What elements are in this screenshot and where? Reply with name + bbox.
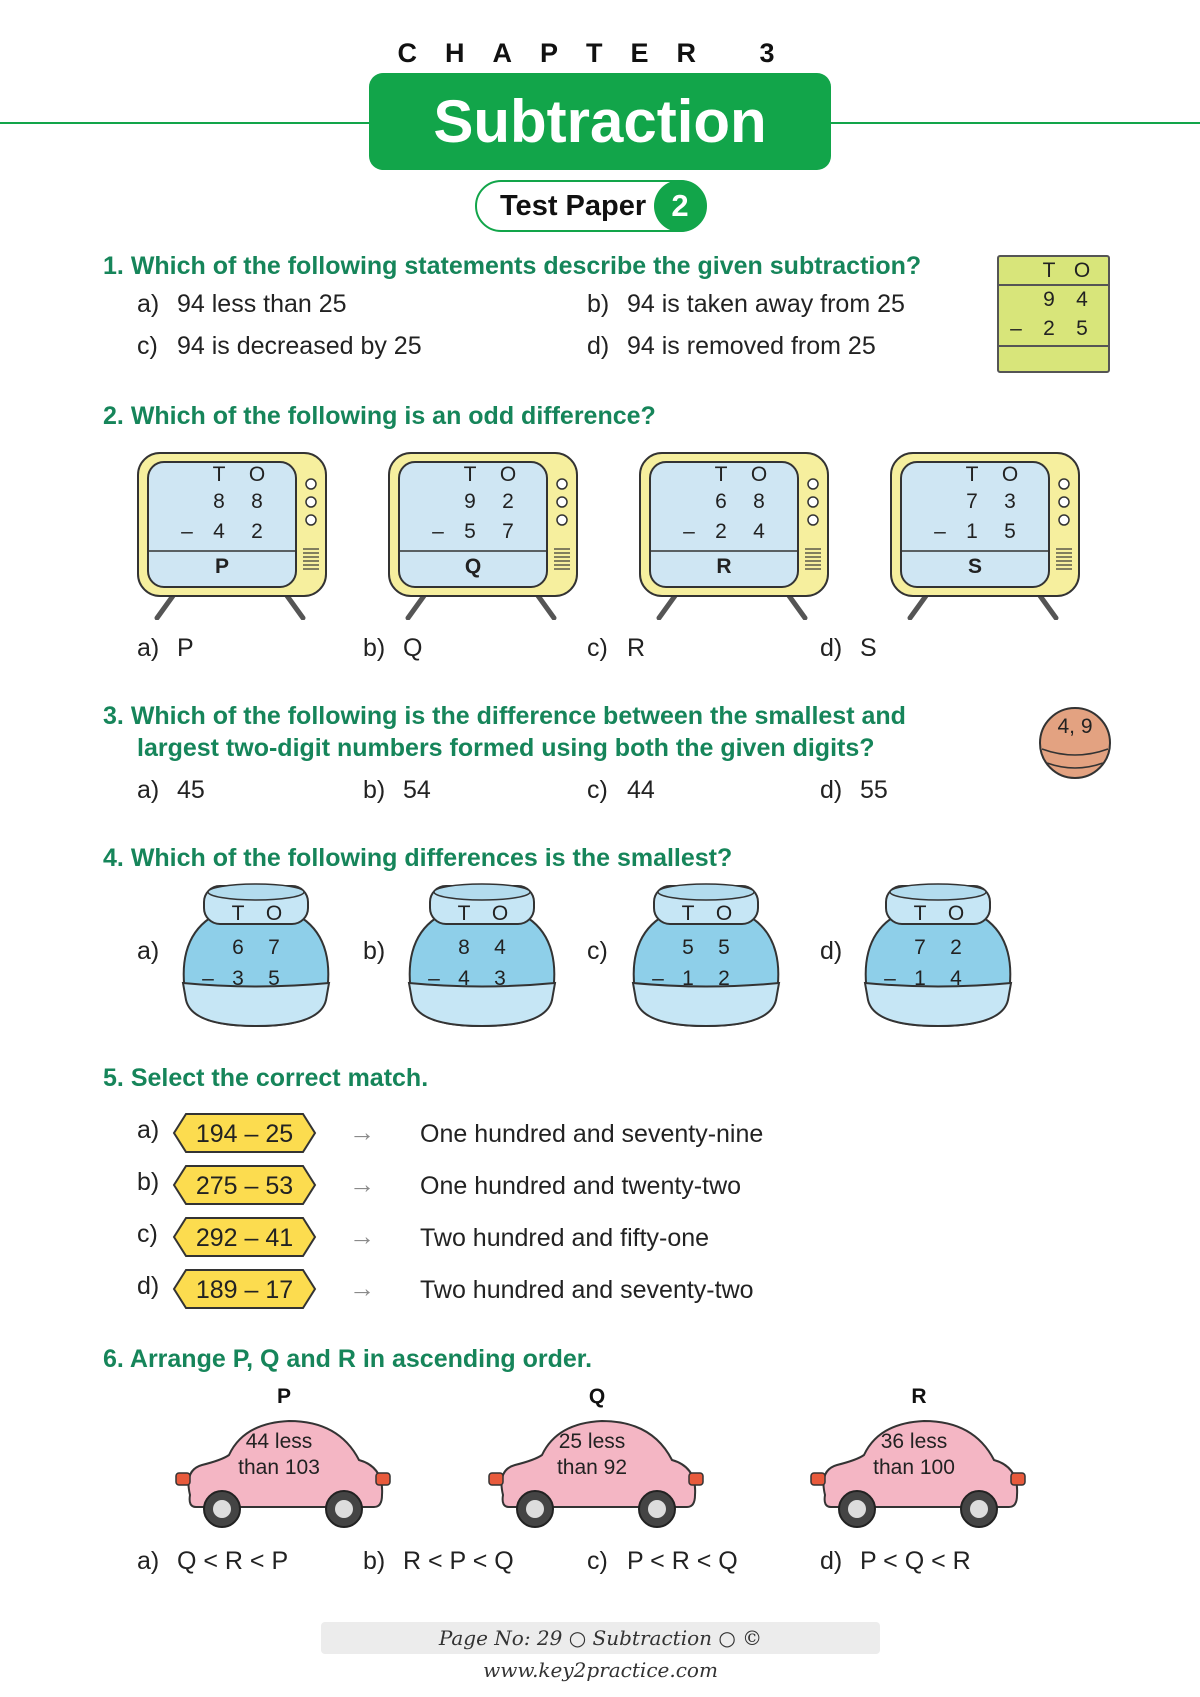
minus-sign: – [683, 520, 695, 543]
option-letter: c) [587, 776, 608, 804]
question-text: Which of the following statements describe the given subtraction? [130, 252, 922, 280]
digit: 3 [232, 967, 244, 990]
option-letter: c) [587, 634, 608, 662]
expression-text: 194 – 25 [195, 1120, 294, 1148]
tv-label: S [967, 555, 982, 578]
digit: 7 [502, 520, 514, 543]
number-words: Two hundred and fifty-one [420, 1224, 710, 1252]
arrow-right-icon: → [349, 1169, 375, 1199]
car-text-line2: than 92 [556, 1456, 628, 1479]
car-text-line1: 44 less [245, 1430, 313, 1453]
minus-sign: – [428, 967, 440, 990]
digit: 6 [232, 936, 244, 959]
tv-p [135, 450, 330, 620]
q1-option-d[interactable] [587, 332, 876, 361]
digit: 5 [718, 936, 730, 959]
digit: 2 [718, 967, 730, 990]
option-letter: c) [137, 1220, 158, 1248]
page-title: Subtraction [369, 73, 831, 170]
q4-option-letter-c[interactable]: c) [587, 937, 608, 965]
q2-option-d[interactable] [820, 634, 877, 663]
digit: 9 [1043, 288, 1055, 311]
pot-illustration [862, 880, 1014, 1030]
digit: 4 [458, 967, 470, 990]
q4-option-letter-a[interactable]: a) [137, 937, 160, 965]
option-letter: b) [587, 290, 610, 318]
ones-head: O [1073, 259, 1091, 282]
ball-digits: 4, 9 [1057, 715, 1093, 738]
question-text: Select the correct match. [130, 1064, 429, 1092]
option-text: R < P < Q [403, 1547, 514, 1575]
car-text-line1: 25 less [558, 1430, 626, 1453]
car-text-line2: than 103 [238, 1456, 320, 1479]
q6-option-d[interactable] [820, 1547, 971, 1576]
minus-sign: – [652, 967, 664, 990]
car-text [527, 1429, 657, 1481]
digit: 6 [715, 490, 727, 513]
q2-option-c[interactable] [587, 634, 645, 663]
tv-s [888, 450, 1083, 620]
divider [999, 345, 1108, 347]
digit: 1 [682, 967, 694, 990]
question-number: 5. [103, 1064, 124, 1092]
question-4 [103, 842, 732, 874]
digit: 1 [914, 967, 926, 990]
pot-d[interactable] [862, 880, 1014, 1030]
number-words: One hundred and seventy-nine [420, 1120, 764, 1148]
option-letter: a) [137, 1547, 160, 1575]
minus-sign: – [1010, 317, 1022, 340]
ones-head: O [715, 902, 733, 925]
tv-q [386, 450, 581, 620]
test-paper-number: 2 [654, 180, 706, 232]
digit: 3 [494, 967, 506, 990]
digit: 4 [1076, 288, 1088, 311]
question-number: 4. [103, 844, 124, 872]
option-text: Q < R < P [177, 1547, 289, 1575]
pot-c[interactable] [630, 880, 782, 1030]
digit: 2 [1043, 317, 1055, 340]
tv-r [637, 450, 832, 620]
digit: 2 [251, 520, 263, 543]
question-number: 6. [103, 1345, 124, 1373]
car-text-line1: 36 less [880, 1430, 948, 1453]
digit: 2 [715, 520, 727, 543]
option-letter: d) [820, 776, 843, 804]
q3-option-a[interactable] [137, 776, 205, 805]
number-words: Two hundred and seventy-two [420, 1276, 754, 1304]
option-text: 54 [403, 776, 431, 804]
car-label: P [276, 1385, 291, 1408]
tens-head: T [212, 463, 226, 486]
expression-text: 189 – 17 [195, 1276, 294, 1304]
option-text: P [177, 634, 194, 662]
option-letter: b) [137, 1168, 160, 1196]
header-rule-left [0, 122, 380, 124]
digit: 2 [950, 936, 962, 959]
pot-illustration [630, 880, 782, 1030]
option-letter: a) [137, 776, 160, 804]
option-text: 94 is removed from 25 [627, 332, 876, 360]
minus-sign: – [202, 967, 214, 990]
car-text [849, 1429, 979, 1481]
digit: 5 [464, 520, 476, 543]
tens-head: T [231, 902, 245, 925]
expression-text: 275 – 53 [195, 1172, 294, 1200]
digit: 9 [464, 490, 476, 513]
q2-option-b[interactable] [363, 634, 422, 663]
ones-head: O [750, 463, 768, 486]
car-label: R [911, 1385, 927, 1408]
ones-head: O [499, 463, 517, 486]
digit: 8 [251, 490, 263, 513]
minus-sign: – [181, 520, 193, 543]
option-letter: a) [137, 290, 160, 318]
digit: 5 [1076, 317, 1088, 340]
arrow-right-icon: → [349, 1221, 375, 1251]
question-6 [103, 1343, 592, 1375]
ones-head: O [265, 902, 283, 925]
option-text: 94 less than 25 [177, 290, 347, 318]
page-footer: Page No: 29 ○ Subtraction ○ © www.key2practice.com [321, 1622, 880, 1654]
header-rule-right [820, 122, 1200, 124]
q1-option-b[interactable] [587, 290, 905, 319]
tens-head: T [457, 902, 471, 925]
option-text: 94 is taken away from 25 [627, 290, 905, 318]
digit: 2 [502, 490, 514, 513]
ones-head: O [947, 902, 965, 925]
digit: 5 [268, 967, 280, 990]
digit: 7 [268, 936, 280, 959]
q1-place-value-box [997, 255, 1110, 373]
q4-option-letter-b[interactable]: b) [363, 937, 386, 965]
question-number: 2. [103, 402, 124, 430]
digit: 1 [966, 520, 978, 543]
option-letter: a) [137, 1116, 160, 1144]
option-letter: b) [363, 776, 386, 804]
car-text [214, 1429, 344, 1481]
digit: 3 [1004, 490, 1016, 513]
expression-text: 292 – 41 [195, 1224, 294, 1252]
question-text-line2: largest two-digit numbers formed using both the given digits? [137, 734, 875, 762]
digit: 7 [966, 490, 978, 513]
option-text: S [860, 634, 877, 662]
question-text: Which of the following is an odd difference? [130, 402, 656, 430]
q3-option-b[interactable] [363, 776, 431, 805]
q1-option-a[interactable] [137, 290, 347, 319]
ones-head: O [1001, 463, 1019, 486]
option-text: 44 [627, 776, 655, 804]
question-1 [103, 250, 921, 282]
match-row-d[interactable] [137, 1268, 897, 1310]
option-letter: d) [587, 332, 610, 360]
question-number: 3. [103, 702, 124, 730]
tens-head: T [463, 463, 477, 486]
car-r [809, 1385, 1029, 1530]
tens-head: T [681, 902, 695, 925]
pot-a[interactable] [180, 880, 332, 1030]
match-row-b[interactable] [137, 1164, 897, 1206]
minus-sign: – [432, 520, 444, 543]
car-text-line2: than 100 [873, 1456, 955, 1479]
q3-option-d[interactable] [820, 776, 888, 805]
q6-option-b[interactable] [363, 1547, 514, 1576]
minus-sign: – [884, 967, 896, 990]
q4-option-letter-d[interactable]: d) [820, 937, 843, 965]
chapter-heading: CHAPTER 3 [397, 38, 803, 68]
number-words: One hundred and twenty-two [420, 1172, 742, 1200]
tv-label: R [716, 555, 732, 578]
question-number: 1. [103, 252, 124, 280]
option-letter: b) [363, 1547, 386, 1575]
option-letter: d) [820, 634, 843, 662]
question-text-line1: Which of the following is the difference between the smallest and [130, 702, 906, 730]
digit: 8 [753, 490, 765, 513]
option-letter: c) [137, 332, 158, 360]
digit: 5 [1004, 520, 1016, 543]
question-text: Arrange P, Q and R in ascending order. [129, 1345, 593, 1373]
pot-illustration [406, 880, 558, 1030]
car-p [174, 1385, 394, 1530]
minus-sign: – [934, 520, 946, 543]
divider [999, 284, 1108, 286]
digit: 8 [213, 490, 225, 513]
tv-label: P [214, 555, 229, 578]
tens-head: T [714, 463, 728, 486]
digit: 5 [682, 936, 694, 959]
option-text: 45 [177, 776, 205, 804]
tens-head: T [913, 902, 927, 925]
arrow-right-icon: → [349, 1117, 375, 1147]
question-3 [103, 700, 906, 764]
test-paper-label: Test Paper [500, 190, 647, 222]
q3-option-c[interactable] [587, 776, 655, 805]
digit: 4 [950, 967, 962, 990]
option-text: R [627, 634, 646, 662]
car-q [487, 1385, 707, 1530]
option-letter: b) [363, 634, 386, 662]
pot-b[interactable] [406, 880, 558, 1030]
ones-head: O [248, 463, 266, 486]
option-text: 55 [860, 776, 888, 804]
option-letter: a) [137, 634, 160, 662]
q1-option-c[interactable] [137, 332, 422, 361]
q6-option-a[interactable] [137, 1547, 288, 1576]
option-text: P < Q < R [860, 1547, 971, 1575]
q6-option-c[interactable] [587, 1547, 738, 1576]
tv-label: Q [464, 555, 482, 578]
match-row-a[interactable] [137, 1112, 897, 1154]
question-2 [103, 400, 656, 432]
ones-head: O [491, 902, 509, 925]
pot-illustration [180, 880, 332, 1030]
option-text: Q [403, 634, 423, 662]
digit: 4 [213, 520, 225, 543]
digit: 4 [753, 520, 765, 543]
digit: 7 [914, 936, 926, 959]
question-text: Which of the following differences is the smallest? [130, 844, 733, 872]
tens-head: T [965, 463, 979, 486]
digit: 8 [458, 936, 470, 959]
option-letter: c) [587, 1547, 608, 1575]
option-text: 94 is decreased by 25 [177, 332, 422, 360]
option-letter: d) [820, 1547, 843, 1575]
q2-option-a[interactable] [137, 634, 194, 663]
option-letter: d) [137, 1272, 160, 1300]
car-label: Q [588, 1385, 606, 1408]
arrow-right-icon: → [349, 1273, 375, 1303]
digit: 4 [494, 936, 506, 959]
question-5 [103, 1062, 428, 1094]
match-row-c[interactable] [137, 1216, 897, 1258]
option-text: P < R < Q [627, 1547, 738, 1575]
tens-head: T [1042, 259, 1056, 282]
